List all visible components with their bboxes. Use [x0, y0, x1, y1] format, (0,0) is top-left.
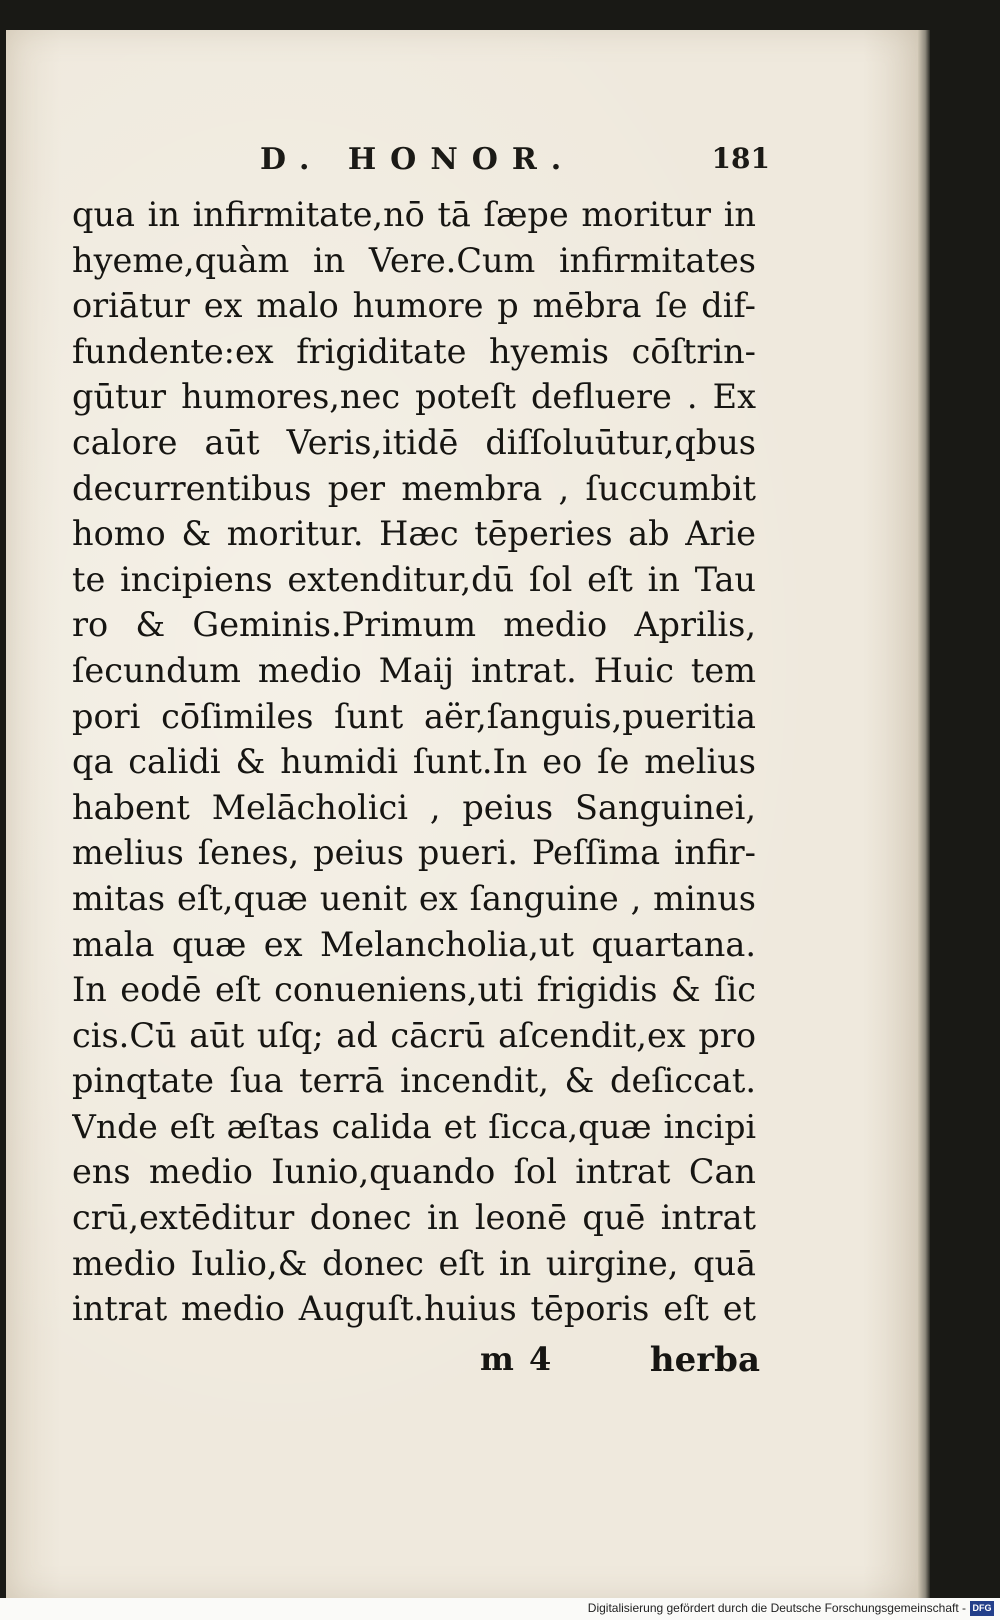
signature-mark: m 4 [480, 1340, 554, 1378]
text-line: In eodē eſt conueniens,uti frigidis & ſic [72, 970, 756, 1010]
text-line: homo & moritur. Hæc tēperies ab Arie [72, 514, 756, 554]
text-line: qua in infirmitate,nō tā ſæpe moritur in [72, 195, 756, 234]
text-line: oriātur ex malo humore p mēbra ſe dif- [72, 286, 756, 326]
digitization-credit: Digitalisierung gefördert durch die Deutsche Forschungsgemeinschaft - [587, 1601, 966, 1615]
text-line: calore aūt Veris,itidē diſſoluūtur,qbus [72, 422, 756, 462]
page-number: 181 [711, 142, 770, 175]
text-line: decurrentibus per membra , ſuccumbit [72, 468, 756, 508]
text-line: hyeme,quàm in Vere.Cum infirmitates [72, 240, 756, 280]
text-line: ſecundum medio Maij intrat. Huic tem [72, 650, 756, 690]
text-line: fundente:ex frigiditate hyemis cōſtrin- [72, 331, 756, 371]
page-header [260, 142, 770, 186]
text-line: ro & Geminis.Primum medio Aprilis, [72, 605, 756, 645]
text-line: qa calidi & humidi ſunt.In eo ſe melius [72, 742, 756, 782]
text-line: ens medio Iunio,quando ſol intrat Can [72, 1152, 756, 1192]
text-line: te incipiens extenditur,dū ſol eſt in Tau [72, 559, 756, 599]
text-line: habent Melācholici , peius Sanguinei, [72, 787, 756, 827]
page-edge [918, 30, 930, 1598]
body-text [72, 192, 756, 1332]
text-line: mitas eſt,quæ uenit ex ſanguine , minus [72, 878, 756, 918]
text-line: cis.Cū aūt uſq; ad cācrū aſcendit,ex pro [72, 1015, 756, 1055]
credit-bar [0, 1598, 1000, 1620]
dfg-logo: DFG [970, 1601, 994, 1616]
running-head: D. HONOR. [260, 142, 576, 177]
text-line: pinqtate ſua terrā incendit, & deſiccat. [72, 1061, 756, 1101]
text-line: intrat medio Auguſt.huius tēporis eſt et [72, 1289, 756, 1329]
page-footer [480, 1340, 760, 1384]
text-line: mala quæ ex Melancholia,ut quartana. [72, 924, 756, 964]
text-line: pori cōſimiles ſunt aër,ſanguis,pueritia [72, 696, 756, 736]
text-line: Vnde eſt æſtas calida et ſicca,quæ incipi [72, 1106, 756, 1146]
text-line: melius ſenes, peius pueri. Peſſima infir- [72, 833, 756, 873]
text-line: gūtur humores,nec poteſt defluere . Ex [72, 377, 756, 417]
catchword: herba [649, 1340, 760, 1380]
text-line: medio Iulio,& donec eſt in uirgine, quā [72, 1243, 756, 1283]
text-line: crū,extēditur donec in leonē quē intrat [72, 1198, 756, 1238]
